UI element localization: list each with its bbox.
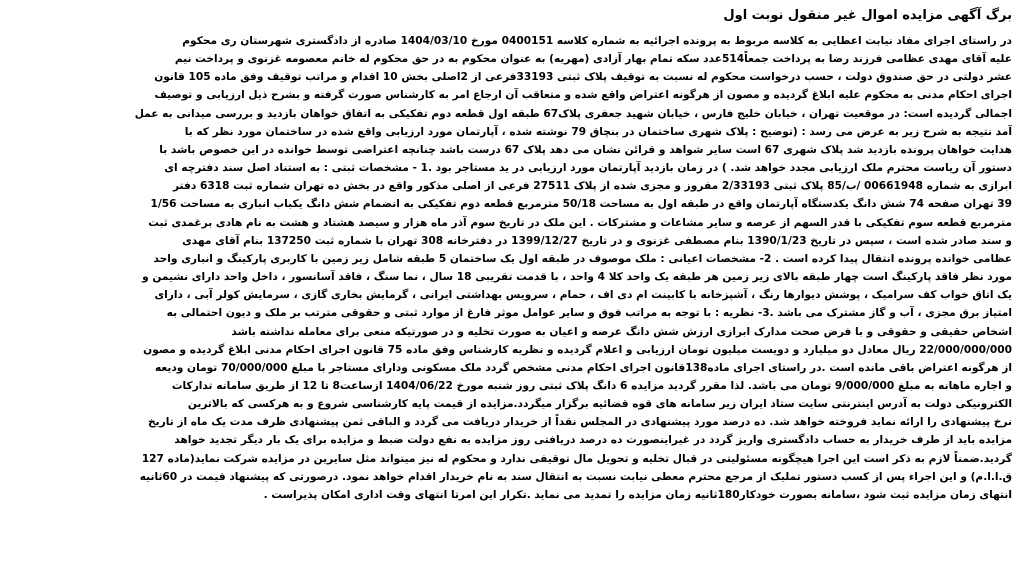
auction-notice [14,6,1012,568]
notice-line-10: 39 تهران صفحه 74 شش دانگ یکدستگاه آپارتمان واقع در طبقه اول به مساحت 50/18 مترمربع قطعه دوم تفکیکی به انضمام شش دانگ یکباب انباری به مساحت 1/56 [150,198,1012,211]
notice-line-5: اجمالی گردیده است: در موقعیت تهران ، خیابان خلیج فارس ، خیابان شهید جعفری پلاک67 طبقه اول قطعه دوم تفکیکی به اتفاق خواهان بازدید و بررسی میدانی به عمل [134,107,1012,120]
notice-line-7: هدایت خواهان پرونده بازدید شد پلاک شهری 67 است سایر شواهد و قرائن نشان می دهد پلاک 67 درست باشد چنانچه اعتراضی توسط خوانده در این خصوص باشد با [159,143,1012,156]
notice-line-9: ابرازی به شماره 00661948 /ب/85 پلاک ثبتی 2/33193 مفروز و مجزی شده از پلاک 27511 فرعی از اصلی مذکور واقع در بخش ده تهران شماره ثبت 6318 دفتر [172,180,1012,193]
notice-line-4: اجرای احکام مدنی به محکوم علیه ابلاغ گردیده و مصون از هرگونه اعتراض واقع شده و متعاقب آن ارجاع امر به کارشناس صورت گرفته و بشرح ذیل ارزیابی و توصیف [154,89,1012,102]
notice-line-8: دستور آن ریاست محترم ملک ارزیابی مجدد خواهد شد. ) در زمان بازدید آپارتمان مورد ارزیابی در ید مستاجر بود .1 - مشخصات ثبتی : به استناد اصل سند دفترچه ای [164,162,1012,175]
notice-body [14,32,1012,504]
notice-line-12: و سند صادر شده است ، سپس در تاریخ 1390/1/23 بنام مصطفی غزنوی و در تاریخ 1399/12/27 در دفترخانه 308 تهران با شماره ثبت 137250 بنام آقای مهدی [182,234,1012,247]
notice-line-2: علیه آقای مهدی عظامی فرزند رضا به پرداخت جمعاً514عدد سکه تمام بهار آزادی (مهریه) به عنوان محکوم به در حق محکوم له خانم معصومه غزنوی و پرداخت نیم [174,53,1012,66]
notice-line-13: عظامی خوانده پرونده انتقال پیدا کرده است . 2- مشخصات اعیانی : ملک موصوف در طبقه اول یک ساختمان 5 طبقه شامل زیر زمین با کاربری پارکینگ و انباری واحد [153,252,1012,265]
notice-line-11: مترمربع قطعه سوم تفکیکی با قدر السهم از عرصه و سایر مشاعات و مشترکات . این ملک در تاریخ سوم آذر ماه هزار و سیصد هشتاد و هشت به نام هادی برغمدی ثبت [148,216,1012,229]
notice-line-19: از هرگونه اعتراض باقی مانده است .در راستای اجرای ماده138قانون اجرای احکام مدنی مشخص گردد ملک مسکونی ودارای مستاجر با مبلغ 70/000/000 تومان ودیعه [154,361,1012,374]
notice-title: برگ آگهی مزایده اموال غیر منقول نوبت اول [723,8,1012,23]
notice-line-17: اشخاص حقیقی و حقوقی و با فرض صحت مدارک ابرازی ارزش شش دانگ عرصه و اعیان به صورت تخلیه و در صورتیکه منعی برای معامله نداشته باشد [231,325,1012,338]
notice-line-23: مزایده باید از طرف خریدار به حساب دادگستری واریز گردد در غیراینصورت ده درصد دریافتی روز مزایده به نفع دولت ضبط و مزایده برای یک بار دیگر تجدید خواهد [174,434,1012,447]
notice-line-6: آمد نتیجه به شرح زیر به عرض می رسد : (توضیح : پلاک شهری ساختمان در بنچاق 79 نوشته شده ، آپارتمان مورد ارزیابی واقع شده در ساختمان مورد نظر که با [184,125,1012,138]
notice-line-18: 22/000/000/000 ریال معادل دو میلیارد و دویست میلیون تومان ارزیابی و اعلام گردیده و نظریه کارشناس وفق ماده 75 قانون اجرای احکام مدنی ابلاغ گردیده و مصون [143,343,1012,356]
notice-line-15: یک اتاق خواب کف سرامیک ، پوشش دیوارها رنگ ، آشپزخانه با کابینت ام دی اف ، حمام ، سرویس بهداشتی ایرانی ، گرمایش بخاری گازی ، سرمایش کولر آبی ، دارای [154,289,1012,302]
notice-line-20: و اجاره ماهانه به مبلغ 9/000/000 تومان می باشد. لذا مقرر گردید مزایده 6 دانگ پلاک ثبتی روز شنبه مورخ 1404/06/22 ازساعت8 تا 12 از طریق سامانه تدارکات [171,379,1012,392]
notice-line-14: مورد نظر فاقد پارکینگ است چهار طبقه بالای زیر زمین هر طبقه یک واحد کلا 4 واحد ، با قدمت تقریبی 18 سال ، نما سنگ ، فاقد آسانسور ، داخل واحد دارای نشیمن و [142,271,1012,284]
notice-line-1: در راستای اجرای مفاد نیابت اعطایی به کلاسه مربوط به پرونده اجرائیه به شماره کلاسه 0400151 مورخ 1404/03/10 صادره از دادگستری شهرستان ری محکوم [182,35,1012,47]
notice-line-21: الکترونیکی دولت به آدرس اینترنتی سایت ستاد ایران زیر سامانه های قوه قضائیه برگزار میگردد.مزایده از قیمت پایه کارشناسی شروع و به هرکسی که بالاترین [187,398,1012,411]
notice-line-3: عشر دولتی در حق صندوق دولت ، حسب درخواست محکوم له نسبت به توقیف پلاک ثبتی 33193فرعی از 2اصلی بخش 10 اقدام و مراتب توقیف وفق ماده 105 قانون [154,71,1012,84]
notice-line-24: گردید.ضمناً لازم به ذکر است این اجرا هیچگونه مسئولیتی در قبال تخلیه و تحویل مال توقیفی ندارد و محکوم له نیز میتواند مثل سایرین در مزایده شرکت نماید(ماده 127 [141,452,1012,465]
notice-line-26: انتهای زمان مزایده ثبت شود ،سامانه بصورت خودکار180ثانیه زمان مزایده را تمدید می نماید .تکرار این امرتا انتهای وقت اداری امکان پذیراست . [263,488,1012,501]
notice-line-25: ق.ا.ا.م) و این اجراء پس از کسب دستور تملیک از مرجع محترم معطی نیابت نسبت به انتقال سند به نام خریدار اقدام خواهد نمود. درصورتی که پیشنهاد قیمت در 60ثانیه [139,470,1012,483]
notice-line-16: امتیاز برق مجزی ، آب و گاز مشترک می باشد .3- نظریه : با توجه به مراتب فوق و سایر عوامل موثر فارغ از موارد ثبتی و حقوقی مترتب بر ملک و دیون احتمالی به [166,307,1012,320]
notice-line-22: نرخ پیشنهادی را ارائه نماید فروخته خواهد شد. ده درصد مورد پیشنهادی در المجلس نقداً از خریدار دریافت می گردد و الباقی ثمن پیشنهادی ظرف مدت یک ماه از تاریخ [148,416,1012,429]
